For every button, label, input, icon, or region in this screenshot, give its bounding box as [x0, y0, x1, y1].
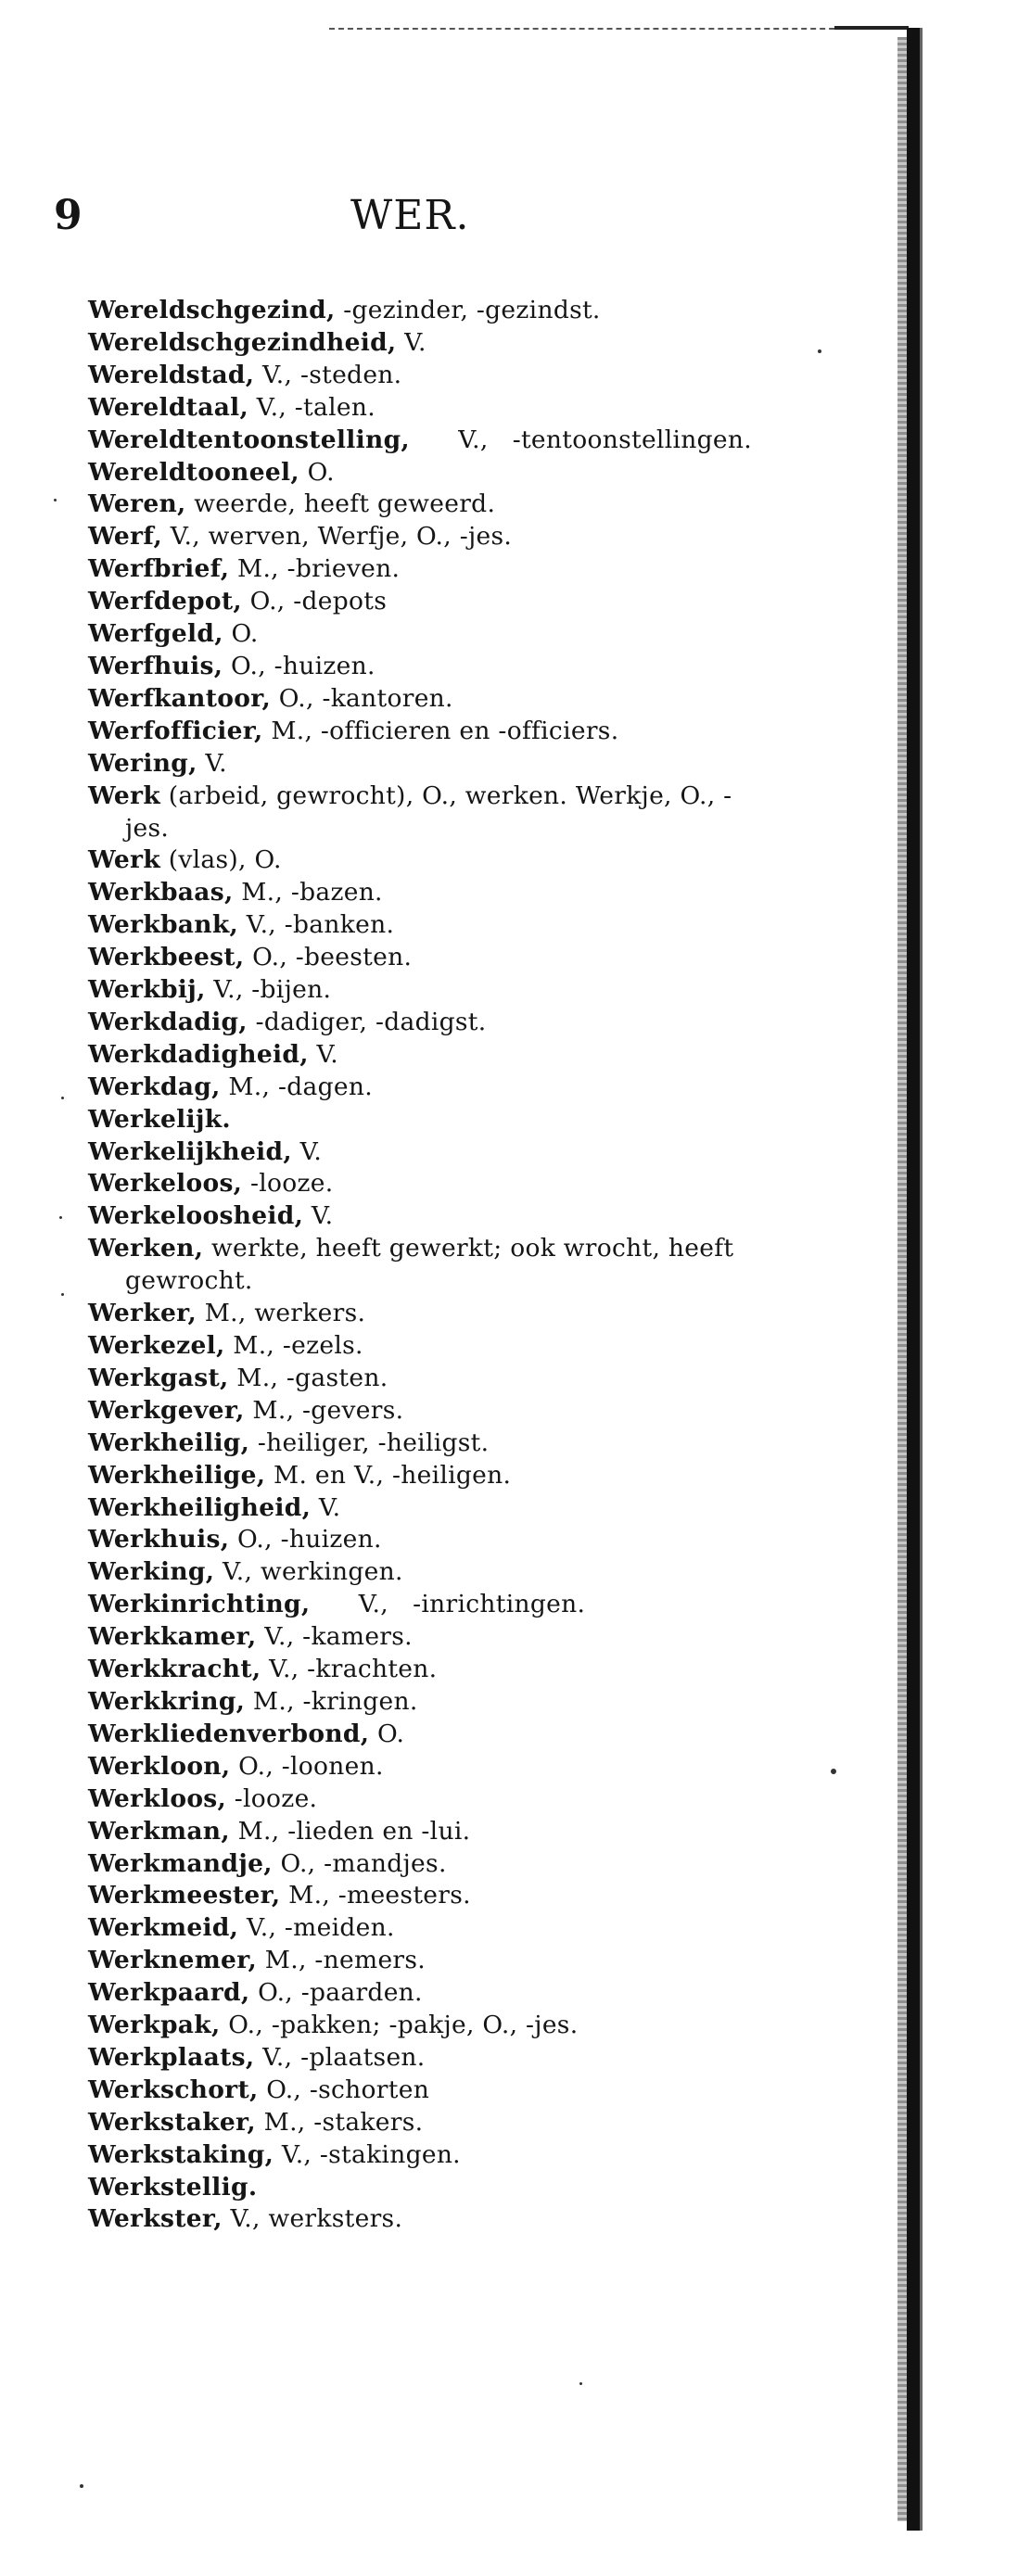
entry-headword: Werkstaker,: [88, 2107, 256, 2137]
entry-headword: Werkdag,: [88, 1072, 221, 1101]
dictionary-entry: [88, 586, 765, 618]
entry-headword: Werkheiligheid,: [88, 1492, 312, 1522]
entry-definition: V., -krachten.: [261, 1655, 438, 1684]
dictionary-entry: [88, 909, 765, 942]
entry-headword: Werkman,: [88, 1816, 230, 1846]
dictionary-entry: [88, 974, 765, 1007]
ink-speck: [831, 1769, 836, 1774]
entry-definition: V.: [308, 1039, 339, 1069]
entry-headword: Werkkring,: [88, 1686, 246, 1716]
entry-headword: Wering,: [88, 748, 197, 778]
entry-headword: Werknemer,: [88, 1946, 258, 1975]
entry-headword: Werfkantoor,: [88, 683, 272, 713]
entry-definition: V., -tentoonstellingen.: [409, 425, 752, 454]
entry-definition: (arbeid, gewrocht), O., werken. Werkje, O., -jes.: [125, 780, 732, 843]
entry-definition: M., -dagen.: [220, 1072, 373, 1101]
entry-definition: V.: [396, 327, 426, 357]
entry-headword: Werkdadig,: [88, 1007, 248, 1036]
entry-definition: O., -depots: [241, 587, 388, 616]
entry-headword: Werkinrichting,: [88, 1590, 311, 1619]
entry-definition: O., -beesten.: [244, 943, 413, 972]
entry-definition: O., -huizen.: [229, 1525, 382, 1554]
ink-speck: [61, 1293, 64, 1296]
entry-headword: Werkkracht,: [88, 1655, 261, 1684]
entry-headword: Werkelijk.: [88, 1104, 231, 1134]
dictionary-entry: [88, 327, 765, 360]
entry-definition: V., werksters.: [222, 2204, 403, 2234]
entry-definition: O., -schorten: [258, 2075, 430, 2104]
entry-definition: O.: [299, 457, 335, 487]
entry-headword: Werk: [88, 845, 160, 875]
entry-headword: Werf,: [88, 522, 162, 552]
entry-definition: M., -nemers.: [257, 1946, 426, 1975]
dictionary-entry: [88, 1686, 765, 1719]
dictionary-entry: [88, 2139, 765, 2172]
dictionary-entry: [88, 1395, 765, 1428]
dictionary-entry: [88, 844, 765, 877]
dictionary-entry: [88, 651, 765, 683]
entry-definition: -gezinder, -gezindst.: [335, 296, 601, 324]
dictionary-entry: [88, 1168, 765, 1200]
entry-definition: V., -steden.: [254, 360, 402, 389]
entry-definition: M., werkers.: [197, 1299, 366, 1328]
entry-headword: Werkstellig.: [88, 2172, 258, 2202]
dictionary-entry: [88, 1945, 765, 1977]
entry-definition: M., -stakers.: [255, 2107, 424, 2137]
dictionary-entry: [88, 1072, 765, 1104]
entry-definition: V., -bijen.: [205, 975, 332, 1005]
entry-definition: -looze.: [226, 1783, 318, 1813]
entry-definition: V., -banken.: [238, 910, 395, 940]
entry-headword: Werkmeester,: [88, 1881, 281, 1910]
entry-headword: Werfgeld,: [88, 619, 223, 649]
dictionary-entry: [88, 942, 765, 974]
entry-headword: Werfdepot,: [88, 587, 242, 616]
dictionary-entry: [88, 1363, 765, 1395]
entry-headword: Wereldtaal,: [88, 392, 249, 422]
dictionary-entry: [88, 1848, 765, 1881]
dictionary-entry: [88, 683, 765, 716]
entry-definition: M. en V., -heiligen.: [265, 1460, 512, 1490]
entry-definition: V., werven, Werfje, O., -jes.: [161, 522, 513, 552]
entry-definition: O., -huizen.: [223, 651, 375, 680]
entry-definition: M., -gevers.: [244, 1395, 404, 1425]
entry-headword: Werkelijkheid,: [88, 1136, 292, 1166]
entry-definition: M., -ezels.: [224, 1331, 363, 1360]
dictionary-entry: [88, 521, 765, 553]
entry-definition: werkte, heeft gewerkt; ook wrocht, heeft gewrocht.: [125, 1234, 743, 1296]
entry-headword: Weren,: [88, 489, 186, 519]
dictionary-entry: [88, 1492, 765, 1525]
dictionary-entry: [88, 1104, 765, 1136]
entry-headword: Werken,: [88, 1234, 204, 1263]
dictionary-entry: [88, 1621, 765, 1654]
dictionary-entry: [88, 1751, 765, 1783]
dictionary-entry: [88, 392, 765, 425]
book-gutter-shadow: [897, 37, 907, 2521]
entry-definition: O., -kantoren.: [271, 683, 453, 713]
entry-headword: Werfofficier,: [88, 716, 263, 745]
top-rule-end: [834, 26, 909, 30]
entry-headword: Wereldtooneel,: [88, 457, 299, 487]
entry-headword: Werkkamer,: [88, 1622, 257, 1652]
entry-definition: V.: [197, 748, 227, 778]
entry-headword: Werkschort,: [88, 2075, 259, 2104]
ink-speck: [54, 499, 57, 501]
entry-definition: V., -stakingen.: [274, 2139, 461, 2169]
entry-definition: O.: [369, 1719, 405, 1748]
dictionary-entry: [88, 1654, 765, 1686]
ink-speck: [59, 1216, 62, 1219]
entry-definition: -looze.: [242, 1169, 334, 1199]
entry-headword: Werkster,: [88, 2204, 223, 2234]
ink-speck: [80, 2484, 83, 2488]
entry-headword: Werkgast,: [88, 1363, 229, 1392]
entry-headword: Werkmandje,: [88, 1848, 273, 1878]
dictionary-entry: [88, 2075, 765, 2107]
entry-headword: Werkheilige,: [88, 1460, 266, 1490]
dictionary-entry: [88, 1039, 765, 1072]
entry-definition: O., -paarden.: [249, 1978, 423, 2008]
entry-definition: V., -talen.: [248, 392, 375, 422]
entry-definition: V., -meiden.: [238, 1913, 395, 1943]
dictionary-entry: [88, 780, 765, 845]
entry-definition: M., -brieven.: [229, 554, 401, 584]
entry-headword: Werkdadigheid,: [88, 1039, 309, 1069]
entry-definition: O.: [223, 619, 259, 649]
dictionary-entry: [88, 1783, 765, 1816]
entry-definition: M., -gasten.: [228, 1363, 388, 1392]
entry-headword: Werkbaas,: [88, 878, 234, 907]
entry-definition: O., -pakken; -pakje, O., -jes.: [220, 2011, 579, 2040]
ink-speck: [61, 1097, 64, 1099]
dictionary-entry: [88, 2172, 765, 2204]
entry-headword: Werk: [88, 780, 160, 810]
dictionary-entry: [88, 1977, 765, 2010]
entry-definition: V., -kamers.: [256, 1622, 413, 1652]
entry-headword: Wereldschgezind,: [88, 296, 336, 324]
entry-definition: -dadiger, -dadigst.: [247, 1007, 487, 1036]
dictionary-entry: [88, 1816, 765, 1848]
entry-headword: Werkgever,: [88, 1395, 245, 1425]
dictionary-entry: [88, 360, 765, 392]
entry-headword: Wereldtentoonstelling,: [88, 425, 410, 454]
entry-headword: Werker,: [88, 1299, 197, 1328]
dictionary-entry: [88, 1136, 765, 1169]
dictionary-entry: [88, 1007, 765, 1039]
dictionary-entry: [88, 1298, 765, 1330]
ink-speck: [818, 349, 821, 353]
entry-definition: O., -mandjes.: [272, 1848, 447, 1878]
entry-headword: Werkbeest,: [88, 943, 245, 972]
running-head: WER.: [350, 192, 470, 239]
entry-definition: V.: [303, 1201, 334, 1231]
entry-definition: V., -plaatsen.: [254, 2042, 426, 2072]
dictionary-entry: [88, 1912, 765, 1945]
entry-definition: M., -kringen.: [245, 1686, 418, 1716]
dictionary-entry: [88, 1330, 765, 1363]
entry-headword: Werkezel,: [88, 1331, 225, 1360]
entry-headword: Werkeloos,: [88, 1169, 243, 1199]
entry-headword: Werkloos,: [88, 1783, 227, 1813]
entry-headword: Werfbrief,: [88, 554, 230, 584]
ink-speck: [579, 2382, 582, 2385]
entry-headword: Wereldschgezindheid,: [88, 327, 397, 357]
entry-definition: M., -officieren en -officiers.: [262, 716, 619, 745]
entry-headword: Werkpak,: [88, 2011, 221, 2040]
entry-headword: Werkeloosheid,: [88, 1201, 304, 1231]
dictionary-entry: [88, 489, 765, 521]
dictionary-entry: [88, 1460, 765, 1492]
entry-headword: Werkmeid,: [88, 1913, 239, 1943]
entry-headword: Werkplaats,: [88, 2042, 255, 2072]
entry-headword: Werkheilig,: [88, 1428, 250, 1457]
entry-headword: Werkbank,: [88, 910, 239, 940]
dictionary-entry: [88, 1589, 765, 1621]
entry-headword: Werkstaking,: [88, 2139, 274, 2169]
entry-headword: Werfhuis,: [88, 651, 223, 680]
dictionary-entry: [88, 553, 765, 586]
entry-headword: Wereldstad,: [88, 360, 255, 389]
dictionary-entry: [88, 2107, 765, 2139]
dictionary-entry: [88, 1428, 765, 1460]
entry-headword: Werkloon,: [88, 1751, 231, 1781]
dictionary-entry: [88, 877, 765, 909]
dictionary-entry: [88, 457, 765, 489]
book-spine-highlight: [920, 28, 923, 2531]
entry-definition: weerde, heeft geweerd.: [185, 489, 496, 519]
entry-headword: Werkliedenverbond,: [88, 1719, 370, 1748]
dictionary-entry: [88, 1524, 765, 1556]
entry-definition: M., -lieden en -lui.: [229, 1816, 471, 1846]
entry-definition: V.: [291, 1136, 323, 1166]
dictionary-entry: [88, 2042, 765, 2075]
dictionary-entry: [88, 618, 765, 651]
entry-definition: M., -meesters.: [280, 1881, 471, 1910]
dictionary-entry: [88, 1719, 765, 1751]
entry-definition: -heiliger, -heiligst.: [249, 1428, 490, 1457]
dictionary-entry: [88, 425, 765, 457]
book-spine-edge: [907, 28, 920, 2531]
entry-definition: V., -inrichtingen.: [310, 1590, 586, 1619]
entry-headword: Werkpaard,: [88, 1978, 250, 2008]
dictionary-entry: [88, 748, 765, 780]
entry-definition: O., -loonen.: [230, 1751, 384, 1781]
entry-headword: Werkbij,: [88, 975, 206, 1005]
entry-definition: V., werkingen.: [214, 1557, 403, 1587]
page-number: 9: [54, 192, 83, 239]
dictionary-entry: [88, 2203, 765, 2236]
entry-definition: V.: [311, 1492, 341, 1522]
dictionary-entry: [88, 1880, 765, 1912]
entry-headword: Werkhuis,: [88, 1525, 230, 1554]
top-rule: [329, 28, 909, 30]
dictionary-entry: [88, 2010, 765, 2042]
entry-list: [88, 295, 765, 2236]
entry-headword: Werking,: [88, 1557, 215, 1587]
entry-definition: (vlas), O.: [159, 845, 282, 875]
dictionary-entry: [88, 1200, 765, 1233]
entry-definition: M., -bazen.: [233, 878, 383, 907]
dictionary-entry: [88, 1556, 765, 1589]
dictionary-entry: [88, 716, 765, 748]
dictionary-entry: [88, 1233, 765, 1298]
dictionary-entry: [88, 295, 765, 327]
